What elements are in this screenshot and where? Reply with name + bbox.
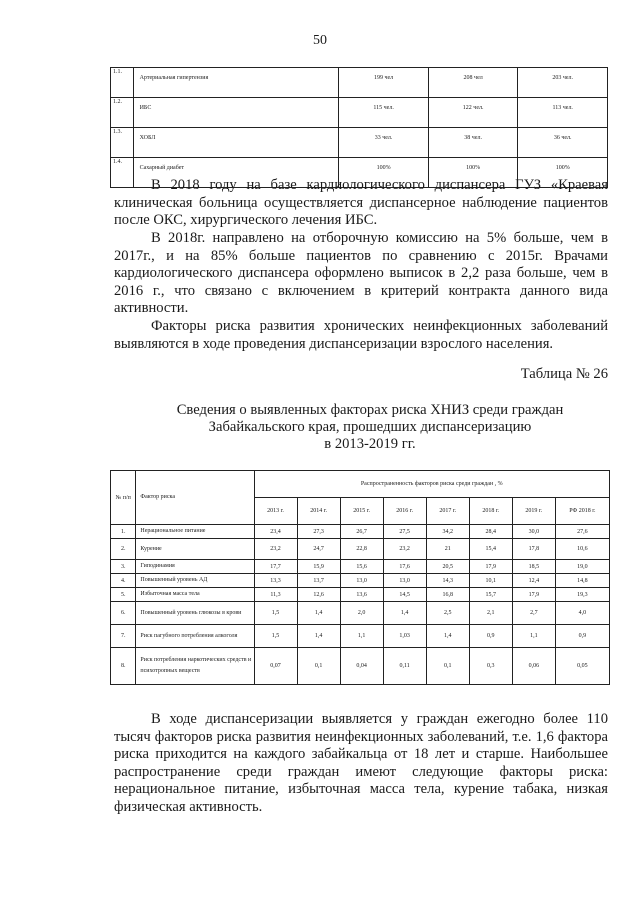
row-number: 2. bbox=[111, 539, 136, 560]
year-header: 2016 г. bbox=[383, 498, 426, 525]
value-1: 115 чел. bbox=[339, 98, 429, 128]
value-2: 122 чел. bbox=[428, 98, 518, 128]
prevalence-value: 12,4 bbox=[512, 574, 555, 588]
risk-factor-name: Повышенный уровень глюкозы в крови bbox=[136, 602, 254, 625]
prevalence-value: 0,06 bbox=[512, 648, 555, 685]
prevalence-value: 0,9 bbox=[469, 625, 512, 648]
header-prevalence: Распространенность факторов риска среди граждан , % bbox=[254, 471, 609, 498]
risk-factor-name: Риск пагубного потребления алкоголя bbox=[136, 625, 254, 648]
prevalence-value: 13,6 bbox=[340, 588, 383, 602]
prevalence-value: 1,5 bbox=[254, 625, 297, 648]
table-title-line-1: Сведения о выявленных факторах риска ХНИЗ среди граждан bbox=[176, 402, 564, 418]
prevalence-value: 10,1 bbox=[469, 574, 512, 588]
prevalence-value: 2,0 bbox=[340, 602, 383, 625]
prevalence-value: 0,11 bbox=[383, 648, 426, 685]
row-number: 3. bbox=[111, 560, 136, 574]
table-row bbox=[111, 525, 610, 539]
prevalence-value: 27,5 bbox=[383, 525, 426, 539]
prevalence-value: 23,2 bbox=[254, 539, 297, 560]
table-title-line-2: Забайкальского края, прошедших диспансеризацию bbox=[208, 419, 532, 435]
prevalence-value: 17,6 bbox=[383, 560, 426, 574]
prevalence-value: 0,04 bbox=[340, 648, 383, 685]
header-num: № п/п bbox=[111, 471, 136, 525]
row-number: 1.1. bbox=[111, 68, 134, 98]
table-row bbox=[111, 625, 610, 648]
paragraph-dispanserizaciya: В ходе диспансеризации выявляется у граждан ежегодно более 110 тысяч факторов риска развития неинфекционных заболеваний, т.е. 1,6 фактора риска приходится на каждого забайкальца от 18 лет и старше. Наибольшее распространение среди граждан имеют следующие факторы риска: нерациональное питание, избыточная масса тела, курение табака, низкая физическая активность. bbox=[114, 711, 608, 815]
prevalence-value: 0,3 bbox=[469, 648, 512, 685]
prevalence-value: 1,03 bbox=[383, 625, 426, 648]
paragraph-otborochnaya-komissiya: В 2018г. направлено на отборочную комиссию на 5% больше, чем в 2017г., и на 85% больше пациентов по сравнению с 2015г. Врачами кардиологического диспансера оформлено выписок в 2,2 раза больше, чем в 2016 г., что связано с включением в критерий контракта данного вида активности. bbox=[114, 230, 608, 316]
row-label: ХОБЛ bbox=[133, 128, 339, 158]
disease-count-table bbox=[110, 67, 608, 188]
year-header: 2019 г. bbox=[512, 498, 555, 525]
row-label: Артериальная гипертензия bbox=[133, 68, 339, 98]
row-number: 8. bbox=[111, 648, 136, 685]
table-row bbox=[111, 574, 610, 588]
prevalence-value: 1,1 bbox=[340, 625, 383, 648]
value-3: 36 чел. bbox=[518, 128, 608, 158]
table-row bbox=[111, 68, 608, 98]
prevalence-value: 13,0 bbox=[340, 574, 383, 588]
row-number: 5. bbox=[111, 588, 136, 602]
row-number: 7. bbox=[111, 625, 136, 648]
risk-factor-name: Избыточная масса тела bbox=[136, 588, 254, 602]
prevalence-value: 20,5 bbox=[426, 560, 469, 574]
prevalence-value: 27,3 bbox=[297, 525, 340, 539]
prevalence-value: 30,0 bbox=[512, 525, 555, 539]
prevalence-value: 21 bbox=[426, 539, 469, 560]
row-number: 1.4. bbox=[111, 158, 134, 188]
risk-factor-name: Риск потребления наркотических средств и психотропных веществ bbox=[136, 648, 254, 685]
prevalence-value: 13,3 bbox=[254, 574, 297, 588]
prevalence-value: 13,0 bbox=[383, 574, 426, 588]
prevalence-value: 15,7 bbox=[469, 588, 512, 602]
prevalence-value: 26,7 bbox=[340, 525, 383, 539]
prevalence-value: 23,4 bbox=[254, 525, 297, 539]
year-header: 2018 г. bbox=[469, 498, 512, 525]
year-header: РФ 2018 г. bbox=[555, 498, 609, 525]
prevalence-value: 34,2 bbox=[426, 525, 469, 539]
prevalence-value: 14,8 bbox=[555, 574, 609, 588]
value-1: 33 чел. bbox=[339, 128, 429, 158]
table-row bbox=[111, 588, 610, 602]
prevalence-value: 1,4 bbox=[297, 625, 340, 648]
row-number: 1.3. bbox=[111, 128, 134, 158]
prevalence-value: 19,0 bbox=[555, 560, 609, 574]
year-header: 2015 г. bbox=[340, 498, 383, 525]
header-factor: Фактор риска bbox=[136, 471, 254, 525]
prevalence-value: 22,8 bbox=[340, 539, 383, 560]
paragraph-faktory-riska: Факторы риска развития хронических неинфекционных заболеваний выявляются в ходе проведения диспансеризации взрослого населения. bbox=[114, 318, 608, 352]
prevalence-value: 14,3 bbox=[426, 574, 469, 588]
prevalence-value: 2,7 bbox=[512, 602, 555, 625]
table-title-line-3: в 2013-2019 гг. bbox=[324, 436, 416, 452]
prevalence-value: 16,8 bbox=[426, 588, 469, 602]
value-2: 208 чел bbox=[428, 68, 518, 98]
prevalence-value: 15,9 bbox=[297, 560, 340, 574]
prevalence-value: 11,3 bbox=[254, 588, 297, 602]
row-label: ИБС bbox=[133, 98, 339, 128]
risk-factor-name: Нерациональное питание bbox=[136, 525, 254, 539]
prevalence-value: 0,1 bbox=[297, 648, 340, 685]
prevalence-value: 0,05 bbox=[555, 648, 609, 685]
prevalence-value: 15,4 bbox=[469, 539, 512, 560]
prevalence-value: 24,7 bbox=[297, 539, 340, 560]
table-row bbox=[111, 560, 610, 574]
value-1: 199 чел bbox=[339, 68, 429, 98]
row-number: 4. bbox=[111, 574, 136, 588]
prevalence-value: 1,5 bbox=[254, 602, 297, 625]
prevalence-value: 23,2 bbox=[383, 539, 426, 560]
prevalence-value: 17,8 bbox=[512, 539, 555, 560]
table-row bbox=[111, 98, 608, 128]
prevalence-value: 1,4 bbox=[426, 625, 469, 648]
prevalence-value: 27,6 bbox=[555, 525, 609, 539]
prevalence-value: 17,9 bbox=[469, 560, 512, 574]
prevalence-value: 18,5 bbox=[512, 560, 555, 574]
risk-factor-name: Повышенный уровень АД bbox=[136, 574, 254, 588]
page-number: 50 bbox=[313, 33, 327, 48]
risk-factor-name: Курение bbox=[136, 539, 254, 560]
prevalence-value: 28,4 bbox=[469, 525, 512, 539]
row-number: 1.2. bbox=[111, 98, 134, 128]
value-2: 100% bbox=[428, 158, 518, 188]
table-row bbox=[111, 602, 610, 625]
value-3: 113 чел. bbox=[518, 98, 608, 128]
year-header: 2013 г. bbox=[254, 498, 297, 525]
value-3: 100% bbox=[518, 158, 608, 188]
value-1: 100% bbox=[339, 158, 429, 188]
prevalence-value: 19,3 bbox=[555, 588, 609, 602]
prevalence-value: 15,6 bbox=[340, 560, 383, 574]
table-row bbox=[111, 648, 610, 685]
prevalence-value: 12,6 bbox=[297, 588, 340, 602]
prevalence-value: 14,5 bbox=[383, 588, 426, 602]
risk-factors-table bbox=[110, 470, 610, 685]
value-3: 203 чел. bbox=[518, 68, 608, 98]
prevalence-value: 4,0 bbox=[555, 602, 609, 625]
paragraph-kardio-dispanser: В 2018 году на базе кардиологического диспансера ГУЗ «Краевая клиническая больница осуществляется диспансерное наблюдение пациентов после ОКС, хирургического лечения ИБС. bbox=[114, 177, 608, 228]
prevalence-value: 17,7 bbox=[254, 560, 297, 574]
prevalence-value: 10,6 bbox=[555, 539, 609, 560]
value-2: 38 чел. bbox=[428, 128, 518, 158]
year-header: 2014 г. bbox=[297, 498, 340, 525]
prevalence-value: 2,5 bbox=[426, 602, 469, 625]
year-header: 2017 г. bbox=[426, 498, 469, 525]
prevalence-value: 2,1 bbox=[469, 602, 512, 625]
prevalence-value: 13,7 bbox=[297, 574, 340, 588]
prevalence-value: 0,07 bbox=[254, 648, 297, 685]
prevalence-value: 1,1 bbox=[512, 625, 555, 648]
row-number: 6. bbox=[111, 602, 136, 625]
table-caption: Таблица № 26 bbox=[520, 366, 608, 382]
prevalence-value: 0,1 bbox=[426, 648, 469, 685]
risk-factor-name: Гиподинамия bbox=[136, 560, 254, 574]
row-label: Сахарный диабет bbox=[133, 158, 339, 188]
table-row bbox=[111, 539, 610, 560]
prevalence-value: 1,4 bbox=[383, 602, 426, 625]
prevalence-value: 17,9 bbox=[512, 588, 555, 602]
row-number: 1. bbox=[111, 525, 136, 539]
prevalence-value: 0,9 bbox=[555, 625, 609, 648]
table-row bbox=[111, 128, 608, 158]
prevalence-value: 1,4 bbox=[297, 602, 340, 625]
